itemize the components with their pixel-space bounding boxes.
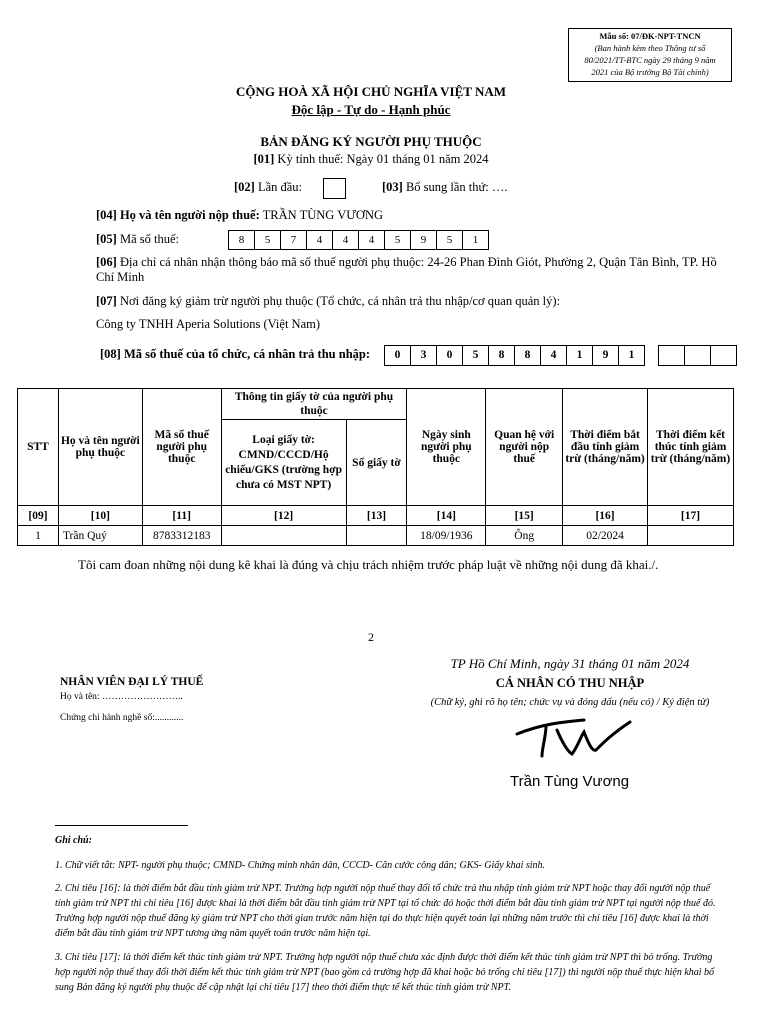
- tax-code-digit: 5: [436, 230, 463, 250]
- col-header-start: Thời điểm bắt đầu tính giảm trừ (tháng/năm): [563, 389, 648, 506]
- employer-tax-code-digit: 1: [566, 345, 593, 366]
- motto-wrap: [0, 102, 742, 118]
- taxpayer-name-label: [04] Họ và tên người nộp thuế:: [96, 208, 260, 222]
- column-code: [15]: [486, 506, 563, 526]
- employer-tax-code-digit: 0: [384, 345, 411, 366]
- place-date: TP Hồ Chí Minh, ngày 31 tháng 01 năm 2024: [450, 656, 690, 671]
- table-cell-rel: Ông: [486, 526, 563, 546]
- tax-code-digit: 9: [410, 230, 437, 250]
- employer-tax-code-digit: 3: [410, 345, 437, 366]
- form-issued-line2: 80/2021/TT-BTC ngày 29 tháng 9 năm: [584, 55, 716, 65]
- column-code: [09]: [18, 506, 59, 526]
- employer-tax-code-extra-box: [684, 345, 711, 366]
- col-header-stt: STT: [18, 389, 59, 506]
- tax-period-text: Kỳ tính thuế: Ngày 01 tháng 01 năm 2024: [274, 152, 489, 166]
- column-code: [16]: [563, 506, 648, 526]
- form-issued-line3: 2021 của Bộ trưởng Bộ Tài chính): [591, 67, 709, 77]
- table-cell-doc-type: [221, 526, 346, 546]
- first-time-label: Lần đầu:: [254, 180, 303, 194]
- tax-code-digit: 4: [306, 230, 333, 250]
- country-name: CỘNG HOÀ XÃ HỘI CHỦ NGHĨA VIỆT NAM: [235, 84, 507, 99]
- tax-code-digit: 8: [228, 230, 255, 250]
- form-number-box: [568, 28, 732, 82]
- col-header-end: Thời điểm kết thúc tính giảm trừ (tháng/năm): [648, 389, 734, 506]
- signer-instruction: (Chữ ký, ghi rõ họ tên; chức vụ và đóng dấu (nếu có) / Ký điện tử): [430, 697, 710, 708]
- employer-tax-code-digit: 0: [436, 345, 463, 366]
- tax-code-digit: 5: [384, 230, 411, 250]
- employer-tax-code-label: [08] Mã số thuế của tổ chức, cá nhân trả thu nhập:: [100, 347, 371, 361]
- col-header-tax-code: Mã số thuế người phụ thuộc: [142, 389, 221, 506]
- table-cell-stt: 1: [18, 526, 59, 546]
- note-3: 3. Chỉ tiêu [17]: là thời điểm kết thúc tính giảm trừ NPT. Trường hợp người nộp thuế chưa xác định được thời điểm kết thúc tính giảm trừ NPT thì bỏ trống. Trường hợp người nộp thuế thay đổi thời điểm kết thúc tính giảm trừ NPT (bao gồm cả trường hợp đã khai hoặc bỏ trống chỉ tiêu [17]) thì người nộp thuế thực hiện khai bổ sung Bản đăng ký người phụ thuộc để cập nhật lại chỉ tiêu [17] theo thời điểm thực tế kết thúc tính giảm trừ NPT.: [55, 952, 715, 993]
- column-code: [14]: [407, 506, 486, 526]
- tax-code-digit: 4: [332, 230, 359, 250]
- tax-code-digit: 1: [462, 230, 489, 250]
- notes-heading: Ghi chú:: [55, 835, 92, 846]
- table-cell-mst: 8783312183: [142, 526, 221, 546]
- page-title: BẢN ĐĂNG KÝ NGƯỜI PHỤ THUỘC: [260, 134, 482, 149]
- tax-code-code: [05]: [96, 232, 117, 246]
- employer-tax-code-digits: [385, 345, 645, 366]
- taxpayer-name-field: [96, 208, 383, 223]
- employer-tax-code-extra-box: [658, 345, 685, 366]
- signature-image: [512, 712, 652, 762]
- tax-code-digit: 7: [280, 230, 307, 250]
- address-text: Địa chỉ cá nhân nhận thông báo mã số thuế người phụ thuộc: 24-26 Phan Đình Giót, Phường 2, Quận Tân Bình, TP. Hồ Chí Minh: [96, 255, 717, 284]
- tax-code-label: Mã số thuế:: [116, 232, 179, 246]
- signer-name: Trần Tùng Vương: [510, 773, 630, 790]
- table-row: [18, 526, 734, 546]
- employer-tax-code-digit: 4: [540, 345, 567, 366]
- col-header-dob: Ngày sinh người phụ thuộc: [407, 389, 486, 506]
- col-header-relationship: Quan hệ với người nộp thuế: [486, 389, 563, 506]
- table-cell-doc-no: [346, 526, 407, 546]
- column-codes-row: [18, 506, 734, 526]
- col-header-name: Họ và tên người phụ thuộc: [58, 389, 142, 506]
- page-number: 2: [368, 630, 374, 644]
- agent-cert-line: Chứng chỉ hành nghề số:............: [60, 713, 184, 723]
- tax-code-digits: [229, 230, 489, 250]
- employer-tax-code-extra: [659, 345, 737, 366]
- employer-tax-code-digit: 8: [514, 345, 541, 366]
- first-time-code: [02]: [234, 180, 255, 194]
- supplement-label: Bổ sung lần thứ: ….: [402, 180, 508, 194]
- column-code: [11]: [142, 506, 221, 526]
- employer-tax-code-digit: 1: [618, 345, 645, 366]
- tax-code-label-wrap: [96, 232, 179, 247]
- form-issued-line1: (Ban hành kèm theo Thông tư số: [594, 43, 706, 53]
- col-header-doc-number: Số giấy tờ: [346, 420, 407, 506]
- tax-code-digit: 5: [254, 230, 281, 250]
- address-field: [96, 255, 726, 285]
- employer-tax-code-digit: 5: [462, 345, 489, 366]
- employer-tax-code-extra-box: [710, 345, 737, 366]
- taxpayer-name-value: TRẦN TÙNG VƯƠNG: [259, 208, 383, 222]
- dependents-table: [17, 388, 734, 546]
- note-1: 1. Chữ viết tắt: NPT- người phụ thuộc; CMND- Chứng minh nhân dân, CCCD- Căn cước công dân; GKS- Giấy khai sinh.: [55, 860, 546, 871]
- col-header-doc-type: Loại giấy tờ: CMND/CCCD/Hộ chiếu/GKS (trường hợp chưa có MST NPT): [221, 420, 346, 506]
- motto: Độc lập - Tự do - Hạnh phúc: [291, 102, 451, 117]
- note-2: 2. Chỉ tiêu [16]: là thời điểm bắt đầu tính giảm trừ NPT. Trường hợp người nộp thuế thay đổi tổ chức trả thu nhập tính giảm trừ NPT hoặc thay đổi người nộp thuế tính giảm trừ NPT thì chỉ tiêu [16] được khai là thời điểm bắt đầu tính giảm trừ NPT tại tổ chức đó hoặc thời điểm bắt đầu tính giảm trừ NPT tại người nộp thuế đó. Trường hợp người nộp thuế đăng ký giảm trừ NPT cho thời gian trước năm hiện tại do thực hiện quyết toán lại những năm trước thì chỉ tiêu [16] được khai là thời điểm bắt đầu tính giảm trừ NPT tương ứng năm quyết toán trước năm hiện tại.: [55, 883, 716, 939]
- table-cell-start: 02/2024: [563, 526, 648, 546]
- deduction-place-text: Nơi đăng ký giảm trừ người phụ thuộc (Tổ chức, cá nhân trả thu nhập/cơ quan quản lý):: [116, 294, 560, 308]
- column-code: [13]: [346, 506, 407, 526]
- table-cell-name: Trần Quý: [58, 526, 142, 546]
- agent-title: NHÂN VIÊN ĐẠI LÝ THUẾ: [60, 676, 204, 688]
- col-header-docs-group: Thông tin giấy tờ của người phụ thuộc: [221, 389, 407, 420]
- first-time-field: [234, 180, 302, 195]
- table-cell-dob: 18/09/1936: [407, 526, 486, 546]
- notes-divider: [55, 825, 188, 826]
- signer-title: CÁ NHÂN CÓ THU NHẬP: [495, 676, 645, 690]
- deduction-place-code: [07]: [96, 294, 117, 308]
- tax-period: [0, 152, 742, 167]
- supplement-field: [382, 180, 508, 195]
- table-cell-end: [648, 526, 734, 546]
- address-code: [06]: [96, 255, 117, 269]
- form-number: Mẫu số: 07/ĐK-NPT-TNCN: [599, 31, 701, 41]
- declaration: Tôi cam đoan những nội dung kê khai là đúng và chịu trách nhiệm trước pháp luật về những nội dung đã khai./.: [78, 557, 659, 572]
- deduction-place-field: [96, 294, 736, 309]
- employer-name: Công ty TNHH Aperia Solutions (Việt Nam): [96, 317, 320, 331]
- first-time-checkbox[interactable]: [323, 178, 346, 199]
- column-code: [17]: [648, 506, 734, 526]
- employer-tax-code-digit: 9: [592, 345, 619, 366]
- supplement-code: [03]: [382, 180, 403, 194]
- notes-section: [55, 833, 717, 995]
- tax-period-code: [01]: [253, 152, 275, 166]
- column-code: [10]: [58, 506, 142, 526]
- column-code: [12]: [221, 506, 346, 526]
- employer-tax-code-digit: 8: [488, 345, 515, 366]
- tax-code-digit: 4: [358, 230, 385, 250]
- agent-name-line: Họ và tên: ……………………..: [60, 692, 183, 702]
